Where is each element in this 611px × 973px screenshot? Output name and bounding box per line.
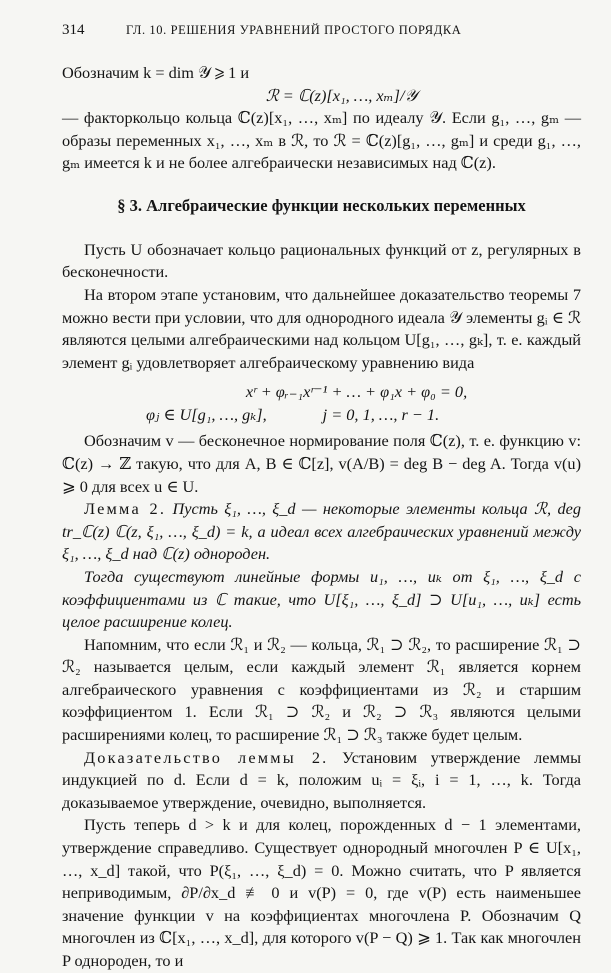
page-header xyxy=(62,22,581,39)
page-number: 314 xyxy=(62,22,85,38)
factor-ring-paragraph: — факторкольцо кольца ℂ(z)[x₁, …, xₘ] по идеалу 𝒴. Если g₁, …, gₘ — образы переменных x₁, …, xₘ в ℛ, то ℛ = ℂ(z)[g₁, …, gₘ] и среди g₁, …, gₘ имеется k и не более алгебраически независимых над ℂ(z). xyxy=(62,108,581,173)
quotient-formula: ℛ = ℂ(z)[x₁, …, xₘ]/𝒴 xyxy=(265,86,418,105)
integral-extension-paragraph: Напомним, что если ℛ₁ и ℛ₂ — кольца, ℛ₁ ⊃ ℛ₂, то расширение ℛ₁ ⊃ ℛ₂ называется целым, если каждый элемент ℛ₁ является корнем алгебраического уравнения с коэффициентами из ℛ₂ и старшим коэффициентом 1. Если ℛ₁ ⊃ ℛ₂ и ℛ₂ ⊃ ℛ₃ являются целыми расширениями колец, то расширение ℛ₁ ⊃ ℛ₃ также будет целым. xyxy=(62,634,581,745)
proof-label: Доказательство леммы 2. xyxy=(84,747,329,767)
proof-text: Установим утверждение леммы индукцией по d. Если d = k, положим uᵢ = ξᵢ, i = 1, …, k. Тогда доказываемое утверждение, очевидно, выполняется. xyxy=(62,747,582,812)
coefficient-condition-right: j = 0, 1, …, r − 1. xyxy=(322,405,440,425)
valuation-paragraph: Обозначим v — бесконечное нормирование поля ℂ(z), т. е. функцию v: ℂ(z) → ℤ такую, что для A, B ∈ ℂ[z], v(A/B) = deg B − deg A. Тогда v(u) ⩾ 0 для всех u ∈ U. xyxy=(62,431,581,496)
lemma-conclusion: Тогда существуют линейные формы u₁, …, uₖ от ξ₁, …, ξ_d с коэффициентами из ℂ такие, что U[ξ₁, …, ξ_d] ⊃ U[u₁, …, uₖ] есть целое расширение колец. xyxy=(62,566,581,632)
running-head: ГЛ. 10. РЕШЕНИЯ УРАВНЕНИЙ ПРОСТОГО ПОРЯДКА xyxy=(126,23,462,37)
lemma-label: Лемма 2. xyxy=(84,499,167,519)
intro-line: Обозначим k = dim 𝒴 ⩾ 1 и xyxy=(62,63,250,82)
polynomial-equation: xʳ + φᵣ₋₁xʳ⁻¹ + … + φ₁x + φ₀ = 0, xyxy=(245,382,468,402)
second-stage-paragraph: На втором этапе установим, что дальнейшее доказательство теоремы 7 можно вести при условии, что для однородного идеала 𝒴 элементы gᵢ ∈ ℛ являются целыми алгебраическими над кольцом U[g₁, …, gₖ], т. е. каждый элемент gᵢ удовлетворяет алгебраическому уравнению вида xyxy=(62,284,581,372)
ring-u-paragraph: Пусть U обозначает кольцо рациональных функций от z, регулярных в бесконечности. xyxy=(62,239,581,282)
section-title: § 3. Алгебраические функции нескольких переменных xyxy=(117,195,526,215)
coefficient-condition xyxy=(62,403,581,426)
induction-paragraph: Пусть теперь d > k и для колец, порожденных d − 1 элементами, утверждение справедливо. Существует однородный многочлен P ∈ U[x₁, …, x_d] такой, что P(ξ₁, …, ξ_d) = 0. Можно считать, что P является неприводимым, ∂P/∂x_d ≢ 0 и v(P) = 0, где v(P) есть наименьшее значение функции v на коэффициентах многочлена P. Обозначим Q многочлен из ℂ[x₁, …, x_d], для которого v(P − Q) ⩾ 1. Так как многочлен P однороден, то и xyxy=(62,815,581,970)
proof-paragraph xyxy=(62,747,581,815)
lemma-paragraph xyxy=(62,498,581,566)
coefficient-condition-left: φⱼ ∈ U[g₁, …, gₖ], xyxy=(146,405,267,425)
lemma-statement: Пусть ξ₁, …, ξ_d — некоторые элементы кольца ℛ, deg tr_ℂ(z) ℂ(z, ξ₁, …, ξ_d) = k, а идеал всех алгебраических уравнений между ξ₁, …, ξ_d над ℂ(z) однороден. xyxy=(62,499,581,564)
